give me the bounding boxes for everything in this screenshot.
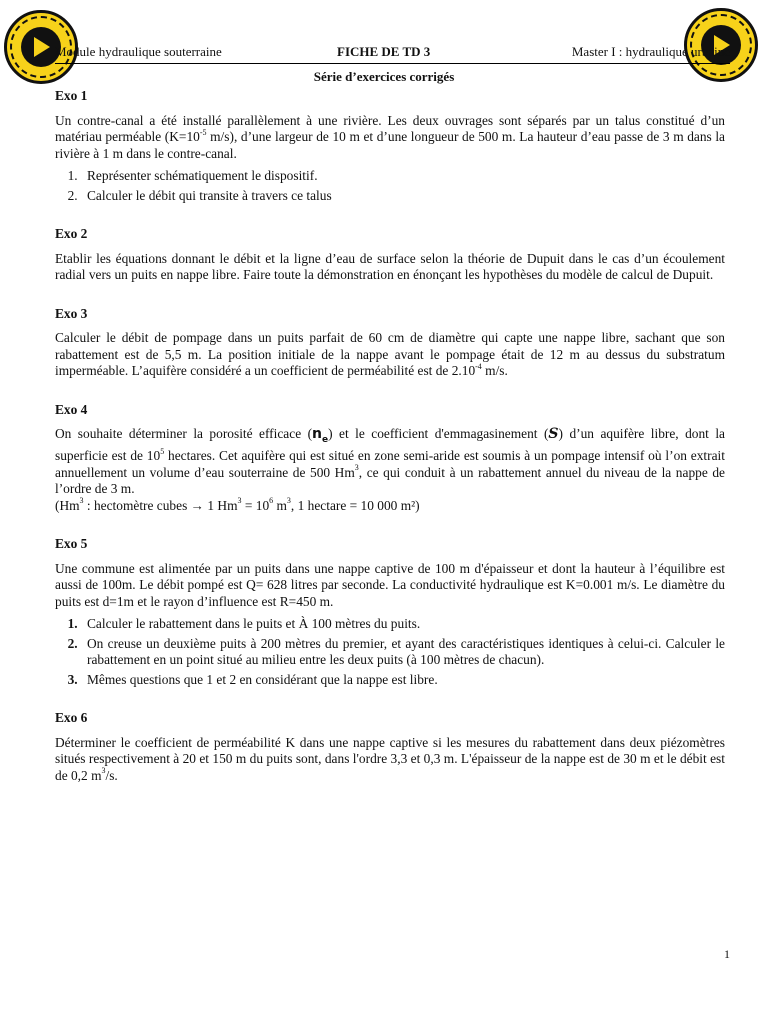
exo5-section	[55, 536, 725, 688]
list-item: 1. Représenter schématiquement le dispositif.	[81, 168, 725, 185]
list-item: 2. On creuse un deuxième puits à 200 mètres du premier, et ayant des caractéristiques identiques à celui-ci. Calculer le rabattement en un point situé au milieu entre les deux puits (à 100 mètres de chacun).	[81, 636, 725, 669]
exo3-text: Calculer le débit de pompage dans un puits parfait de 60 cm de diamètre qui capte une nappe libre, sachant que son rabattement est de 5,5 m. La position initiale de la nappe avant le pompage était de 12 m au dessus du substratum imperméable. L’aquifère considéré a un coefficient de perméabilité est de $2.10^{-4}$ m/s.	[55, 330, 725, 378]
header-rule	[55, 63, 730, 64]
exo1-section	[55, 88, 725, 204]
exo1-questions	[55, 168, 725, 204]
exo2-title: Exo 2	[55, 226, 88, 241]
list-item: 2. Calculer le débit qui transite à travers ce talus	[81, 188, 725, 205]
page-subtitle: Série d’exercices corrigés	[313, 69, 455, 84]
exo5-title: Exo 5	[55, 536, 88, 552]
exo5-questions	[55, 616, 725, 688]
exo1-title: Exo 1	[55, 88, 88, 103]
porosity-symbol: $n_e$	[312, 426, 329, 445]
exo2-section	[55, 226, 725, 284]
exo6-section	[55, 710, 725, 784]
header-left: Module hydraulique souterraine	[55, 44, 222, 59]
list-item: 1. Calculer le rabattement dans le puits et À 100 mètres du puits.	[81, 616, 725, 633]
page-header	[55, 44, 730, 64]
exo5-text: Une commune est alimentée par un puits dans une nappe captive de 100 m d'épaisseur et dont la hauteur à l’équilibre est aussi de 100m. Le débit pompé est Q= 628 litres par seconde. La conductivité hydraulique est K=0.001 m/s. Le diamètre du puits est d=1m et le rayon d’influence est R=450 m.	[55, 560, 725, 609]
header-center: FICHE DE TD 3	[337, 44, 431, 59]
page-number: 1	[724, 947, 730, 961]
exo2-text: Etablir les équations donnant le débit et la ligne d’eau de surface selon la théorie de Dupuit dans le cas d’un écoulement radial vers un puits en nappe libre. Faire toute la démonstration en énonçant les hypothèses du modèle de calcul de Dupuit.	[55, 250, 725, 282]
list-item: 3. Mêmes questions que 1 et 2 en considérant que la nappe est libre.	[81, 672, 725, 689]
storage-symbol: S	[548, 426, 559, 442]
exercise-content	[55, 88, 725, 806]
exo4-note: (Hm$^3$ : hectomètre cubes → 1 $Hm^3 = 10^6$ $m^3$, 1 hectare = 10 000 m²)	[55, 496, 420, 513]
exo6-text: Déterminer le coefficient de perméabilité K dans une nappe captive si les mesures du rabattement dans deux piézomètres situés respectivement à 20 et 150 m du puits sont, dans l'ordre 3,3 et 0,3 m. L'épaisseur de la nappe est de 30 m et le débit est de 0,2 $m^3/s$.	[55, 734, 725, 783]
exo4-section	[55, 402, 725, 515]
header-right: Master I : hydraulique urbaine	[571, 44, 730, 59]
exo6-title: Exo 6	[55, 710, 88, 726]
exo3-title: Exo 3	[55, 305, 88, 321]
exo4-title: Exo 4	[55, 401, 88, 417]
exo4-text: On souhaite déterminer la porosité efficace $(n_e)$ et le coefficient d'emmagasinement (S) d’un aquifère libre, dont la superficie est de $10^5$ hectares. Cet aquifère qui est situé en zone semi-aride est soumis à un pompage intensif où l’on extrait annuellement un volume d’eau souterraine de 500 Hm$^3$, ce qui conduit à un rabattement annuel du niveau de la nappe de l’ordre de 3 m.	[55, 426, 725, 497]
exo3-section	[55, 306, 725, 380]
exo1-text: Un contre-canal a été installé parallèlement à une rivière. Les deux ouvrages sont séparés par un talus constitué d’un matériau perméable ($K=10^{-5}$ m/s), d’une largeur de 10 m et d’une longueur de 500 m. La hauteur d’eau passe de 3 m dans la rivière à 1 m dans le contre-canal.	[55, 112, 726, 161]
